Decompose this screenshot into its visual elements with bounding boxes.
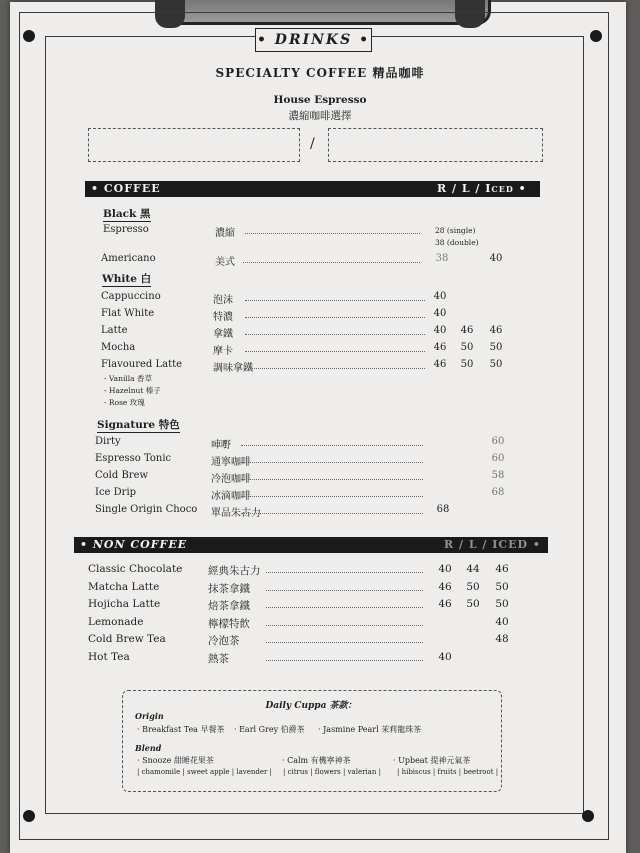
- menu-row: [88, 563, 528, 577]
- menu-row: [101, 359, 541, 373]
- corner-dot-icon: [582, 810, 594, 822]
- price-r: 46: [438, 598, 452, 610]
- signature-subheading: Signature 特色: [97, 419, 180, 431]
- menu-row: [95, 470, 535, 484]
- origin-tea: · Breakfast Tea 早餐茶: [137, 725, 225, 734]
- item-name-en: Flavoured Latte: [101, 359, 183, 370]
- menu-row: [95, 436, 535, 450]
- price-r: 40: [433, 308, 447, 319]
- price-r: 46: [433, 342, 447, 353]
- price-l: 50: [466, 598, 480, 610]
- menu-row: [88, 598, 528, 612]
- item-name-zh: 熱茶: [208, 652, 229, 665]
- specialty-title: SPECIALTY COFFEE 精品咖啡: [215, 66, 425, 80]
- coffee-band-label: COFFEE: [103, 182, 161, 195]
- price-r: 46: [438, 580, 452, 593]
- price-iced: 48: [495, 633, 509, 645]
- item-name-en: Mocha: [101, 342, 136, 353]
- cuppa-title: Daily Cuppa 茶款：: [265, 701, 357, 711]
- espresso-choice-box-2: [328, 128, 543, 162]
- price-iced: 40: [495, 615, 509, 628]
- blend-tea: · Upbeat 提神元氣茶: [393, 756, 471, 765]
- item-name-zh: 摩卡: [213, 346, 233, 357]
- espresso-choice-box-1: [88, 128, 300, 162]
- origin-tea: · Jasmine Pearl 茉莉龍珠茶: [318, 725, 422, 734]
- menu-row: [95, 504, 535, 518]
- blend-tea: · Calm 有機寧神茶: [282, 756, 351, 765]
- item-name-en: Classic Chocolate: [88, 563, 183, 575]
- price-r: 40: [433, 325, 447, 336]
- item-name-zh: 泡沫: [213, 295, 233, 306]
- black-subheading: Black 黑: [103, 208, 151, 220]
- item-name-zh: 焙茶拿鐵: [208, 600, 250, 612]
- price-l: 50: [460, 359, 474, 370]
- item-name-zh: 通寧咖啡: [211, 457, 251, 468]
- item-name-zh: 冷泡咖啡: [211, 474, 251, 485]
- item-name-en: Espresso Tonic: [95, 453, 172, 464]
- price-iced: 60: [491, 453, 505, 464]
- flavour-item: - Hazelnut 榛子: [104, 386, 161, 395]
- menu-row: [101, 325, 541, 339]
- item-name-zh: 冷泡茶: [208, 635, 240, 647]
- price-iced: 50: [489, 359, 503, 370]
- origin-label: Origin: [135, 711, 164, 721]
- item-name-en: Cold Brew Tea: [88, 633, 166, 645]
- price-r: 40: [433, 291, 447, 302]
- price-l: 46: [460, 325, 474, 336]
- white-subheading: White 白: [102, 273, 152, 285]
- item-name-zh: 單品朱古力: [211, 508, 261, 519]
- blend-tea: · Snooze 甜睡花果茶: [137, 756, 214, 765]
- blend-notes: | hibiscus | fruits | beetroot |: [397, 768, 499, 776]
- item-name-en: Hot Tea: [88, 650, 130, 663]
- price-iced: 58: [491, 470, 505, 481]
- non-coffee-band: • NON COFFEE R / L / ICED •: [74, 537, 548, 553]
- price-r: 46: [433, 359, 447, 370]
- menu-row: Espresso 濃縮 28 (single) 38 (double): [103, 224, 479, 247]
- blend-notes: | chamomile | sweet apple | lavender |: [137, 768, 272, 776]
- non-coffee-band-label: NON COFFEE: [92, 538, 188, 551]
- menu-row: Americano 美式 38 40: [101, 253, 503, 268]
- price-iced: 46: [495, 563, 509, 575]
- flavour-item: - Vanilla 香草: [104, 374, 152, 383]
- price-r: 40: [438, 650, 452, 663]
- origin-tea: · Earl Grey 伯爵茶: [234, 725, 305, 734]
- menu-row: [101, 342, 541, 356]
- item-name-en: Cappuccino: [101, 291, 161, 302]
- blend-label: Blend: [135, 743, 162, 753]
- item-name-zh: 抹茶拿鐵: [208, 582, 250, 595]
- item-name-zh: 特濃: [213, 312, 233, 323]
- price-r: 40: [438, 563, 452, 575]
- menu-row: [95, 487, 535, 501]
- item-name-en: Ice Drip: [95, 487, 137, 498]
- item-name-zh: 經典朱古力: [208, 565, 261, 577]
- item-name-zh: 唓嘢: [211, 440, 231, 451]
- item-name-zh: 拿鐵: [213, 329, 233, 340]
- item-name-zh: 檸檬特飲: [208, 617, 250, 630]
- item-name-zh: 調味拿鐵: [213, 363, 253, 374]
- choice-slash: /: [310, 136, 315, 152]
- drinks-heading: • DRINKS •: [255, 28, 372, 52]
- corner-dot-icon: [23, 30, 35, 42]
- item-name-en: Latte: [101, 325, 128, 336]
- menu-row: [88, 616, 528, 630]
- coffee-band: • COFFEE R / L / Iced •: [85, 181, 540, 197]
- item-name-zh: 冰滴咖啡: [211, 491, 251, 502]
- menu-row: [101, 291, 541, 305]
- menu-row: [88, 633, 528, 647]
- house-espresso-en: House Espresso: [273, 94, 367, 106]
- price-iced: 50: [495, 598, 509, 610]
- price-iced: 68: [491, 487, 505, 498]
- price-iced: 50: [495, 580, 509, 593]
- menu-row: [95, 453, 535, 467]
- price-l: 50: [466, 580, 480, 593]
- corner-dot-icon: [23, 810, 35, 822]
- flavour-item: - Rose 玫瑰: [104, 398, 145, 407]
- price-r: 68: [436, 504, 450, 515]
- menu-row: [101, 308, 541, 322]
- menu-row: [88, 651, 528, 665]
- price-iced: 60: [491, 436, 505, 447]
- coffee-columns: R / L / Iced •: [437, 182, 527, 195]
- menu-row: [88, 581, 528, 595]
- house-espresso-zh: 濃縮咖啡選擇: [288, 110, 352, 122]
- item-name-en: Cold Brew: [95, 470, 149, 481]
- item-name-en: Single Origin Choco: [95, 504, 198, 515]
- price-l: 44: [466, 563, 480, 575]
- price-iced: 46: [489, 325, 503, 336]
- item-name-en: Flat White: [101, 308, 155, 319]
- corner-dot-icon: [590, 30, 602, 42]
- item-name-en: Lemonade: [88, 615, 144, 628]
- item-name-en: Dirty: [95, 436, 121, 447]
- non-coffee-columns: R / L / ICED •: [444, 538, 541, 551]
- item-name-en: Matcha Latte: [88, 580, 160, 593]
- price-l: 50: [460, 342, 474, 353]
- item-name-en: Hojicha Latte: [88, 598, 161, 610]
- price-iced: 50: [489, 342, 503, 353]
- blend-notes: | citrus | flowers | valerian |: [283, 768, 381, 776]
